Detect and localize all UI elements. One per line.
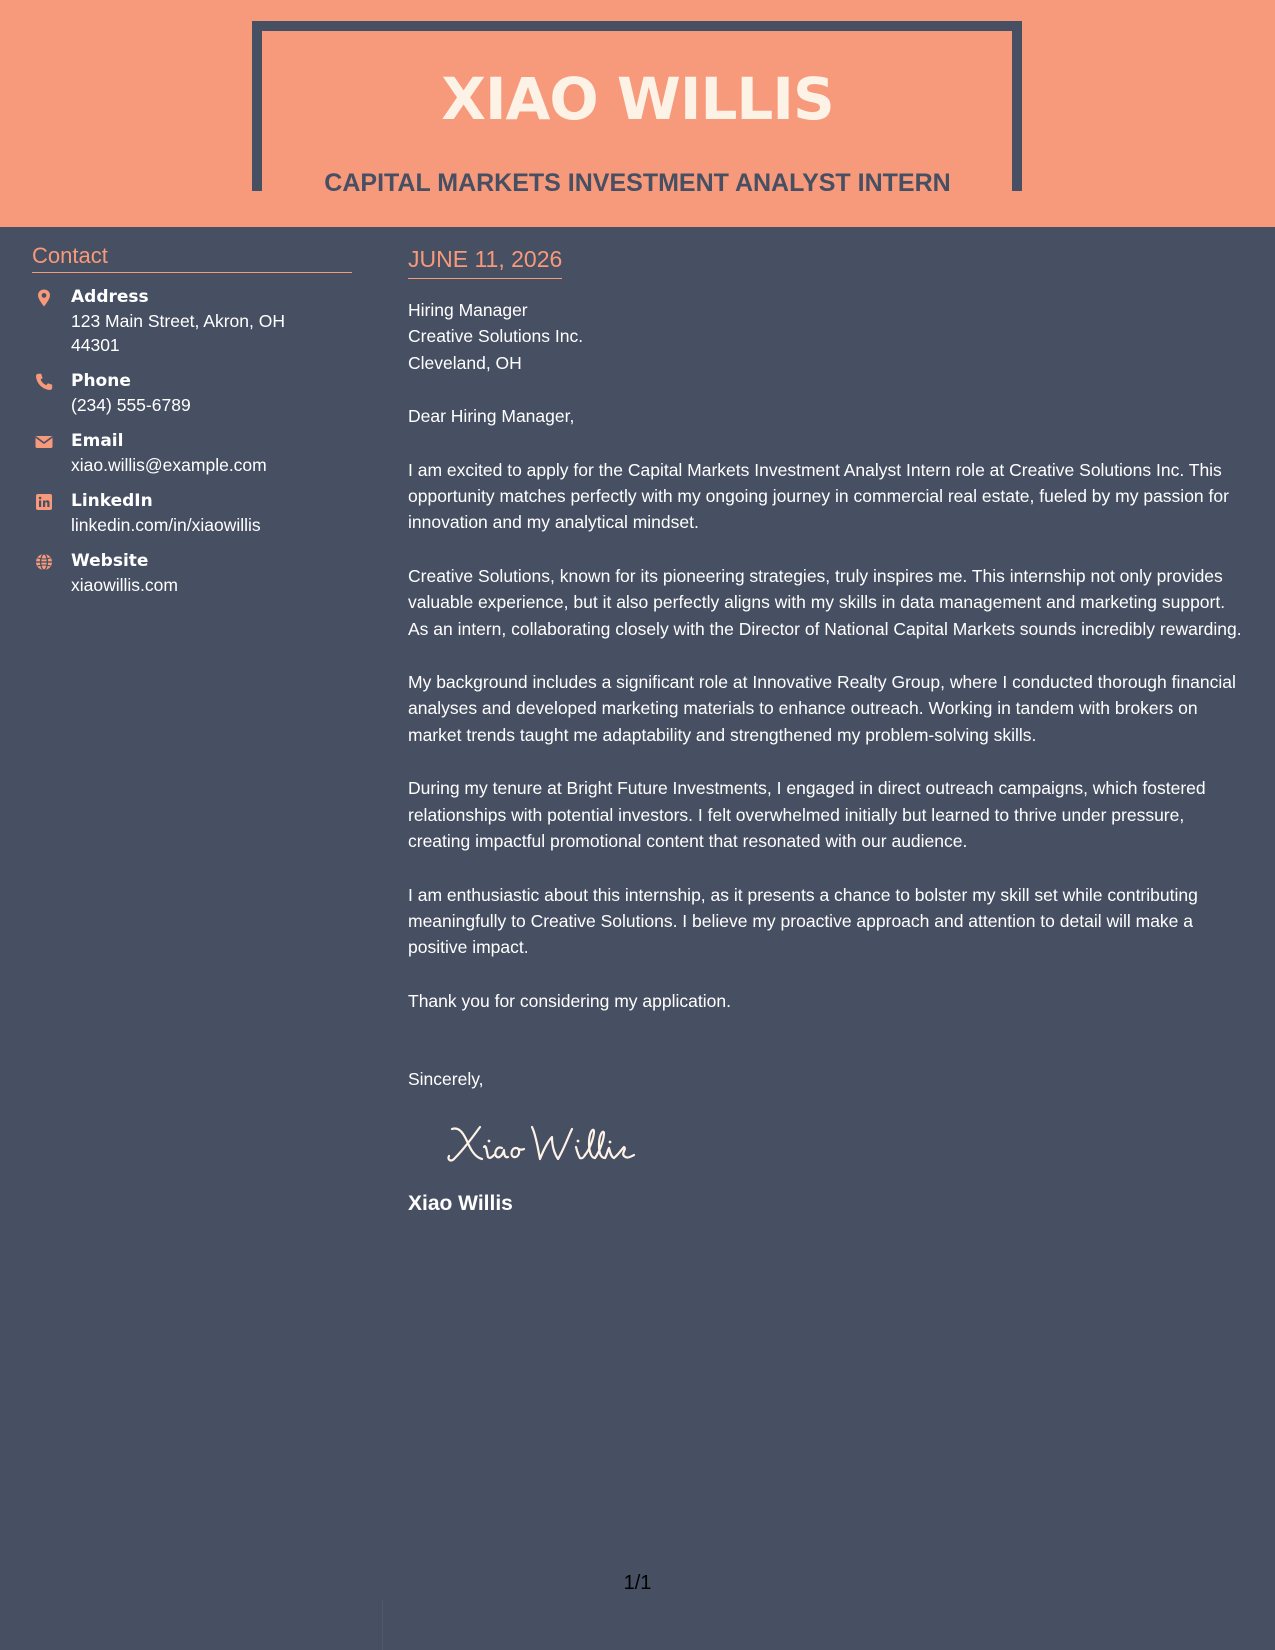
job-title: CAPITAL MARKETS INVESTMENT ANALYST INTERN (324, 169, 951, 197)
recipient-line: Hiring Manager (408, 300, 528, 320)
contact-item-email (32, 429, 352, 477)
map-pin-icon (34, 288, 54, 308)
closing: Sincerely, (408, 1069, 484, 1090)
phone-icon (34, 372, 54, 392)
contact-value[interactable]: xiaowillis.com (71, 575, 178, 595)
recipient-line: Cleveland, OH (408, 352, 522, 373)
handwritten-signature (444, 1115, 644, 1171)
letter-paragraph: During my tenure at Bright Future Investments, I engaged in direct outreach campaigns, which fostered relationships with potential investors. I felt overwhelmed initially but learned to thrive under pressure, creating impactful promotional content that resonated with our audience. (408, 778, 1206, 852)
salutation: Dear Hiring Manager, (408, 406, 575, 427)
contact-label: Phone (71, 371, 131, 391)
recipient-block (408, 297, 1248, 376)
linkedin-icon (34, 492, 54, 512)
contact-item-linkedin (32, 489, 352, 537)
globe-icon (34, 552, 54, 572)
letter-paragraph: I am enthusiastic about this internship, as it presents a chance to bolster my skill set while contributing meaningfully to Creative Solutions. I believe my proactive approach and attention to detail will make a positive impact. (408, 884, 1198, 958)
letter-paragraph: My background includes a significant role at Innovative Realty Group, where I conducted thorough financial analyses and developed marketing materials to enhance outreach. Working in tandem with brokers on market trends taught me adaptability and strengthened my problem-solving skills. (408, 672, 1236, 745)
contact-label: LinkedIn (71, 491, 153, 511)
signed-name: Xiao Willis (408, 1191, 513, 1215)
contact-item-website (32, 549, 352, 597)
applicant-name: XIAO WILLIS (441, 65, 834, 133)
contact-label: Address (71, 287, 149, 307)
letter-paragraph: Thank you for considering my application. (408, 990, 731, 1011)
contact-item-phone (32, 369, 352, 417)
contact-value: (234) 555-6789 (71, 395, 191, 415)
letter-date: JUNE 11, 2026 (408, 244, 562, 279)
email-icon (34, 432, 54, 452)
page-number: 1/1 (623, 1572, 652, 1594)
contact-item-address (32, 285, 352, 357)
footer-divider (382, 1600, 383, 1650)
contact-value: 123 Main Street, Akron, OH 44301 (71, 311, 285, 355)
contact-value[interactable]: linkedin.com/in/xiaowillis (71, 515, 261, 535)
letter-paragraph: I am excited to apply for the Capital Markets Investment Analyst Intern role at Creative Solutions Inc. This opportunity matches perfectly with my ongoing journey in commercial real estate, fueled by my passion for innovation and my analytical mindset. (408, 459, 1229, 533)
contact-value: xiao.willis@example.com (71, 455, 267, 475)
contact-sidebar (32, 242, 352, 597)
recipient-line: Creative Solutions Inc. (408, 326, 584, 347)
letter-body (408, 244, 1248, 1218)
contact-section-title: Contact (32, 242, 352, 273)
header-banner (0, 0, 1275, 227)
contact-label: Website (71, 551, 149, 571)
letter-paragraph: Creative Solutions, known for its pioneering strategies, truly inspires me. This internship not only provides valuable experience, but it also perfectly aligns with my skills in data management and marketing support. As an intern, collaborating closely with the Director of National Capital Markets sounds incredibly rewarding. (408, 565, 1242, 639)
contact-label: Email (71, 431, 124, 451)
